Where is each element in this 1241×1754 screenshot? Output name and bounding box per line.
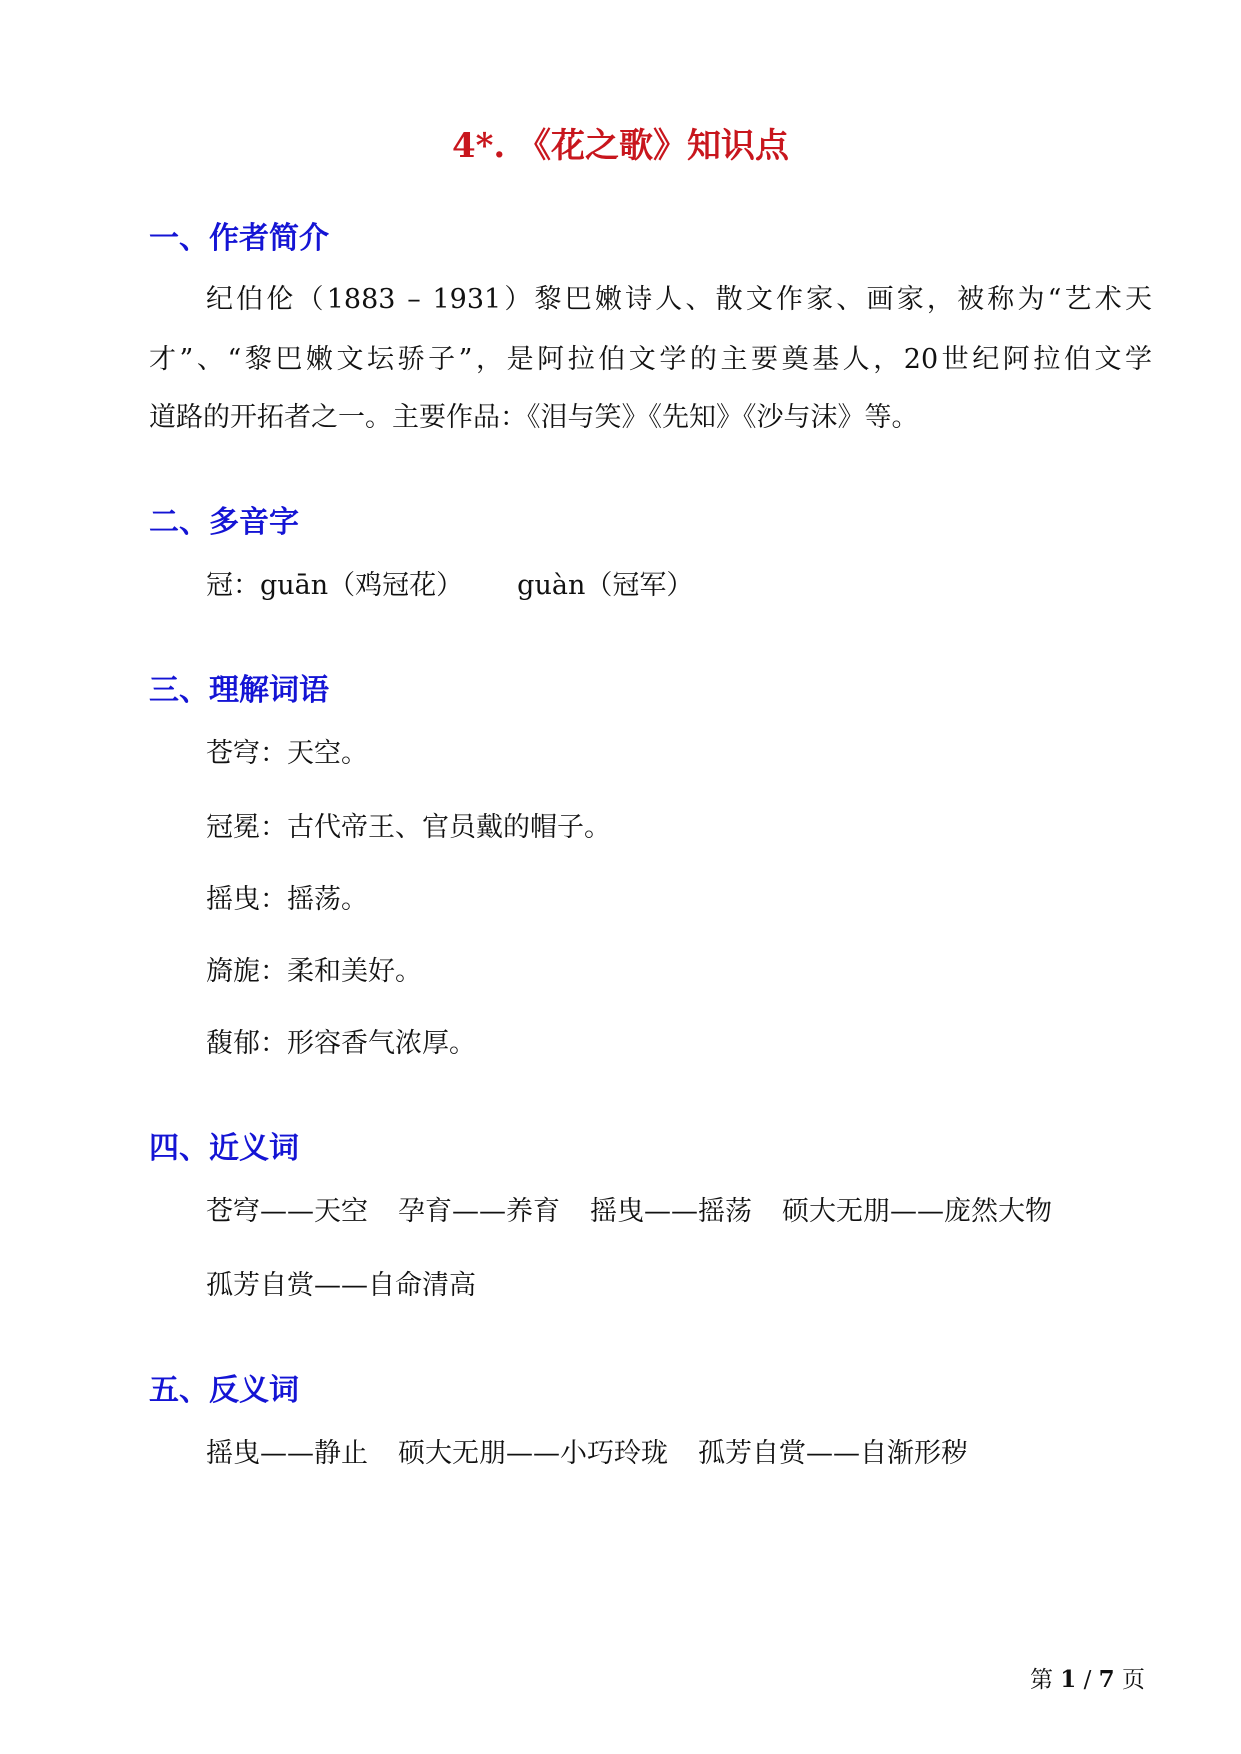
synonyms-row [206, 1192, 1052, 1232]
page-number [1030, 1663, 1145, 1697]
page-title: 4*. 《花之歌》知识点 [451, 126, 790, 166]
page-number-prefix: 第 [1029, 1667, 1053, 1693]
synonym-pair: 孤芳自赏——自命清高 [206, 1270, 476, 1301]
section-heading-vocabulary: 三、理解词语 [149, 673, 329, 708]
vocabulary-item: 摇曳：摇荡。 [206, 884, 368, 915]
antonym-pair: 摇曳——静止 [206, 1438, 368, 1469]
synonyms-row [206, 1266, 476, 1306]
antonyms-row [206, 1434, 968, 1474]
section-heading-synonyms: 四、近义词 [149, 1131, 299, 1166]
section-heading-antonyms: 五、反义词 [149, 1373, 299, 1408]
polyphone-item: guàn（冠军） [517, 570, 694, 601]
synonym-pair: 孕育——养育 [398, 1196, 560, 1227]
polyphone-row [206, 566, 693, 606]
page-number-current: 1 [1060, 1666, 1077, 1693]
section-heading-author: 一、作者简介 [149, 221, 329, 256]
polyphone-item: 冠：guān（鸡冠花） [206, 570, 464, 601]
vocabulary-item: 馥郁：形容香气浓厚。 [206, 1028, 476, 1059]
page-number-total: 7 [1098, 1666, 1115, 1693]
author-paragraph-line-1: 纪伯伦（1883 – 1931）黎巴嫩诗人、散文作家、画家，被称为“艺术天 [206, 284, 1152, 315]
section-heading-polyphone: 二、多音字 [149, 505, 299, 540]
synonym-pair: 苍穹——天空 [206, 1196, 368, 1227]
synonym-pair: 摇曳——摇荡 [590, 1196, 752, 1227]
antonym-pair: 硕大无朋——小巧玲珑 [398, 1438, 668, 1469]
page-number-separator: / [1083, 1667, 1092, 1693]
antonym-pair: 孤芳自赏——自渐形秽 [698, 1438, 968, 1469]
author-paragraph-line-3: 道路的开拓者之一。主要作品：《泪与笑》《先知》《沙与沫》等。 [149, 402, 919, 433]
synonym-pair: 硕大无朋——庞然大物 [782, 1196, 1052, 1227]
vocabulary-item: 旖旎：柔和美好。 [206, 956, 422, 987]
page-number-suffix: 页 [1122, 1667, 1145, 1693]
author-paragraph-line-2: 才”、“黎巴嫩文坛骄子”，是阿拉伯文学的主要奠基人，20世纪阿拉伯文学 [149, 344, 1152, 375]
vocabulary-item: 冠冕：古代帝王、官员戴的帽子。 [206, 812, 611, 843]
vocabulary-item: 苍穹：天空。 [206, 738, 368, 769]
